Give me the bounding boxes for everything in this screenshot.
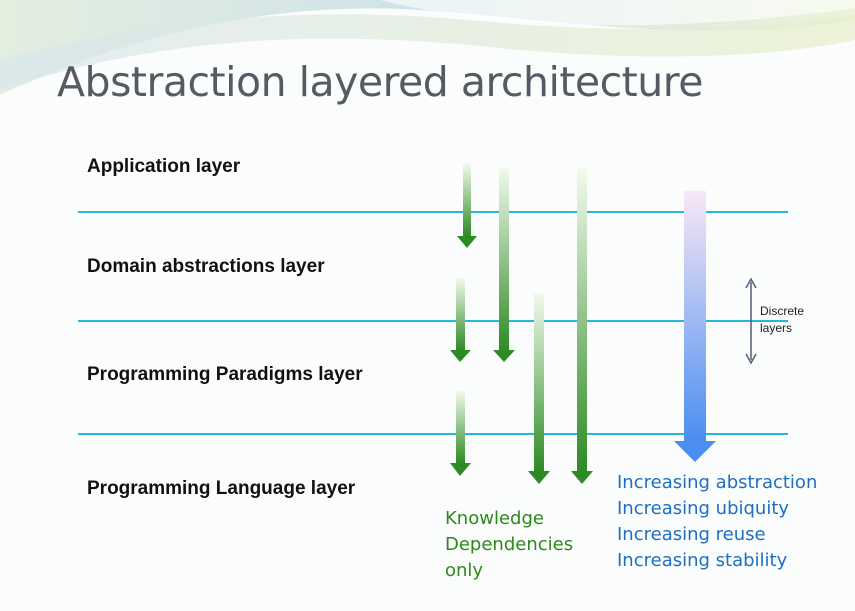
slide-title: Abstraction layered architecture <box>57 58 703 106</box>
application-layer-label: Application layer <box>87 156 241 177</box>
dependency-arrow-paradigms-to-language <box>450 391 471 476</box>
discrete-layers-double-arrow <box>746 279 756 363</box>
programming-language-layer-label: Programming Language layer <box>87 478 356 499</box>
dependency-arrow-app-to-language <box>571 168 593 484</box>
increasing-properties-note: Increasing abstraction Increasing ubiquity Increasing reuse Increasing stability <box>617 472 818 571</box>
dependency-arrow-app-to-domain <box>457 163 477 248</box>
domain-abstractions-layer-label: Domain abstractions layer <box>87 256 325 277</box>
dependency-arrow-domain-to-language <box>528 293 550 484</box>
increasing-abstraction-arrow <box>674 191 716 462</box>
programming-paradigms-layer-label: Programming Paradigms layer <box>87 364 363 385</box>
discrete-layers-label: Discrete layers <box>760 304 805 335</box>
dependency-arrow-domain-to-paradigms <box>450 278 471 362</box>
dependency-arrow-app-to-paradigms <box>493 168 515 362</box>
knowledge-dependencies-note: Knowledge Dependencies only <box>445 508 574 581</box>
